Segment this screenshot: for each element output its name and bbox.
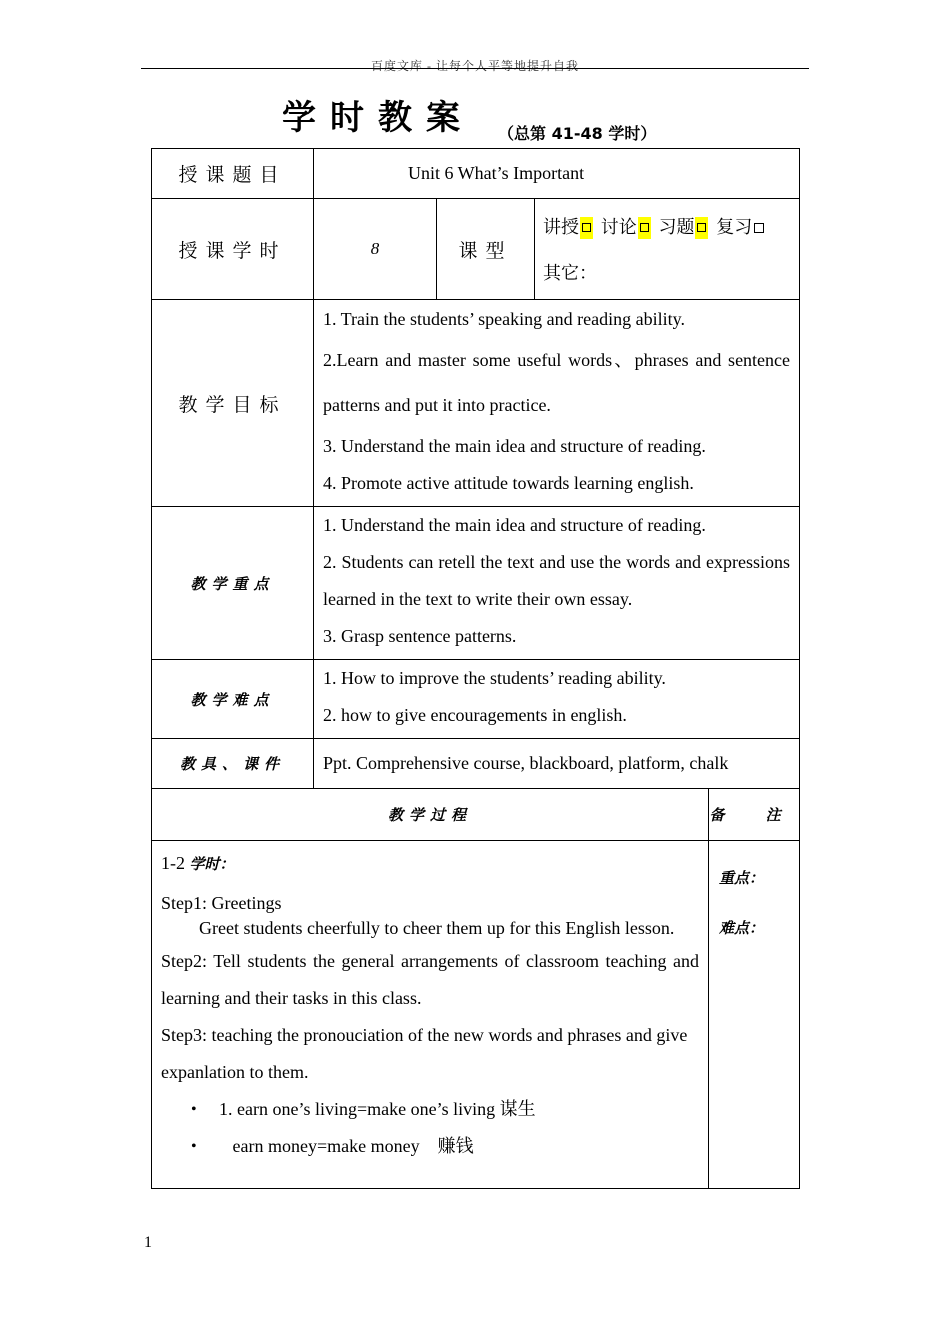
process-content: [152, 841, 709, 1189]
type-discussion-checkbox[interactable]: [638, 217, 651, 239]
difficulty-item: 2. how to give encouragements in english.: [323, 705, 627, 725]
type-discussion-label: 讨论: [600, 217, 637, 238]
key-points-label: 教学重点: [152, 507, 314, 660]
hours-label: 授课学时: [152, 199, 314, 300]
key-point-item: 3. Grasp sentence patterns.: [323, 626, 517, 646]
key-point-item: 2. Students can retell the text and use the words and expressions learned in the text to write their own essay.: [323, 552, 791, 609]
page-subtitle: （总第 41-48 学时）: [498, 124, 657, 143]
key-point-item: 1. Understand the main idea and structure of reading.: [323, 515, 706, 535]
topic-row: [152, 149, 800, 199]
note-difficult: 难点：: [719, 919, 765, 937]
type-lecture-checkbox[interactable]: [580, 217, 593, 239]
difficulty-item: 1. How to improve the students’ reading ability.: [323, 668, 666, 688]
key-points-content: [314, 507, 800, 660]
objectives-label: 教学目标: [152, 300, 314, 507]
hours-row: [152, 199, 800, 300]
lesson-plan-table: [151, 148, 800, 1189]
step2-text: Step2: Tell students the general arrangements of classroom teaching and learning and their tasks in this class.: [161, 951, 699, 1008]
type-exercise-label: 习题: [658, 217, 695, 238]
header-divider: [141, 68, 809, 69]
vocab-bullet: • 1. earn one’s living=make one’s living 谋生: [161, 1091, 699, 1128]
step3-text: Step3: teaching the pronouciation of the new words and phrases and give expanlation to them.: [161, 1025, 688, 1082]
step1-title: Step1: Greetings: [161, 893, 282, 913]
page-header: 百度文库 - 让每个人平等地提升自我: [371, 59, 579, 73]
type-review-checkbox[interactable]: [754, 223, 764, 233]
topic-label: 授课题目: [152, 149, 314, 199]
objectives-row: [152, 300, 800, 507]
type-other-label: 其它：: [543, 263, 597, 284]
type-review-label: 复习: [716, 217, 753, 238]
difficulties-label: 教学难点: [152, 660, 314, 739]
tools-value: Ppt. Comprehensive course, blackboard, platform, chalk: [314, 739, 800, 789]
process-header-row: [152, 789, 800, 841]
page-number: 1: [144, 1234, 152, 1251]
difficulties-row: [152, 660, 800, 739]
objective-item: 1. Train the students’ speaking and reading ability.: [323, 309, 685, 329]
process-header: 教学过程: [152, 789, 709, 841]
notes-header: 备 注: [709, 789, 800, 841]
type-lecture-label: 讲授: [543, 217, 579, 238]
note-key: 重点：: [719, 869, 765, 887]
process-hours-label: 学时：: [189, 855, 235, 873]
objective-item: 2.Learn and master some useful words、phrases and sentence patterns and put it into practice.: [323, 350, 791, 415]
tools-label: 教具、课件: [152, 739, 314, 789]
objective-item: 3. Understand the main idea and structure of reading.: [323, 436, 706, 456]
difficulties-content: [314, 660, 800, 739]
class-type-options: [535, 199, 800, 300]
topic-value: Unit 6 What’s Important: [314, 149, 800, 199]
page-title: 学时教案: [282, 98, 474, 138]
hours-value: 8: [314, 199, 437, 300]
class-type-label: 课型: [437, 199, 535, 300]
process-hours-number: 1-2: [161, 853, 185, 873]
process-content-row: [152, 841, 800, 1189]
tools-row: [152, 739, 800, 789]
vocab-bullet: • earn money=make money 赚钱: [161, 1128, 699, 1165]
objectives-content: [314, 300, 800, 507]
type-exercise-checkbox[interactable]: [695, 217, 708, 239]
notes-cell: [709, 841, 800, 1189]
objective-item: 4. Promote active attitude towards learning english.: [323, 473, 694, 493]
key-points-row: [152, 507, 800, 660]
step1-body: Greet students cheerfully to cheer them up for this English lesson.: [199, 918, 675, 938]
